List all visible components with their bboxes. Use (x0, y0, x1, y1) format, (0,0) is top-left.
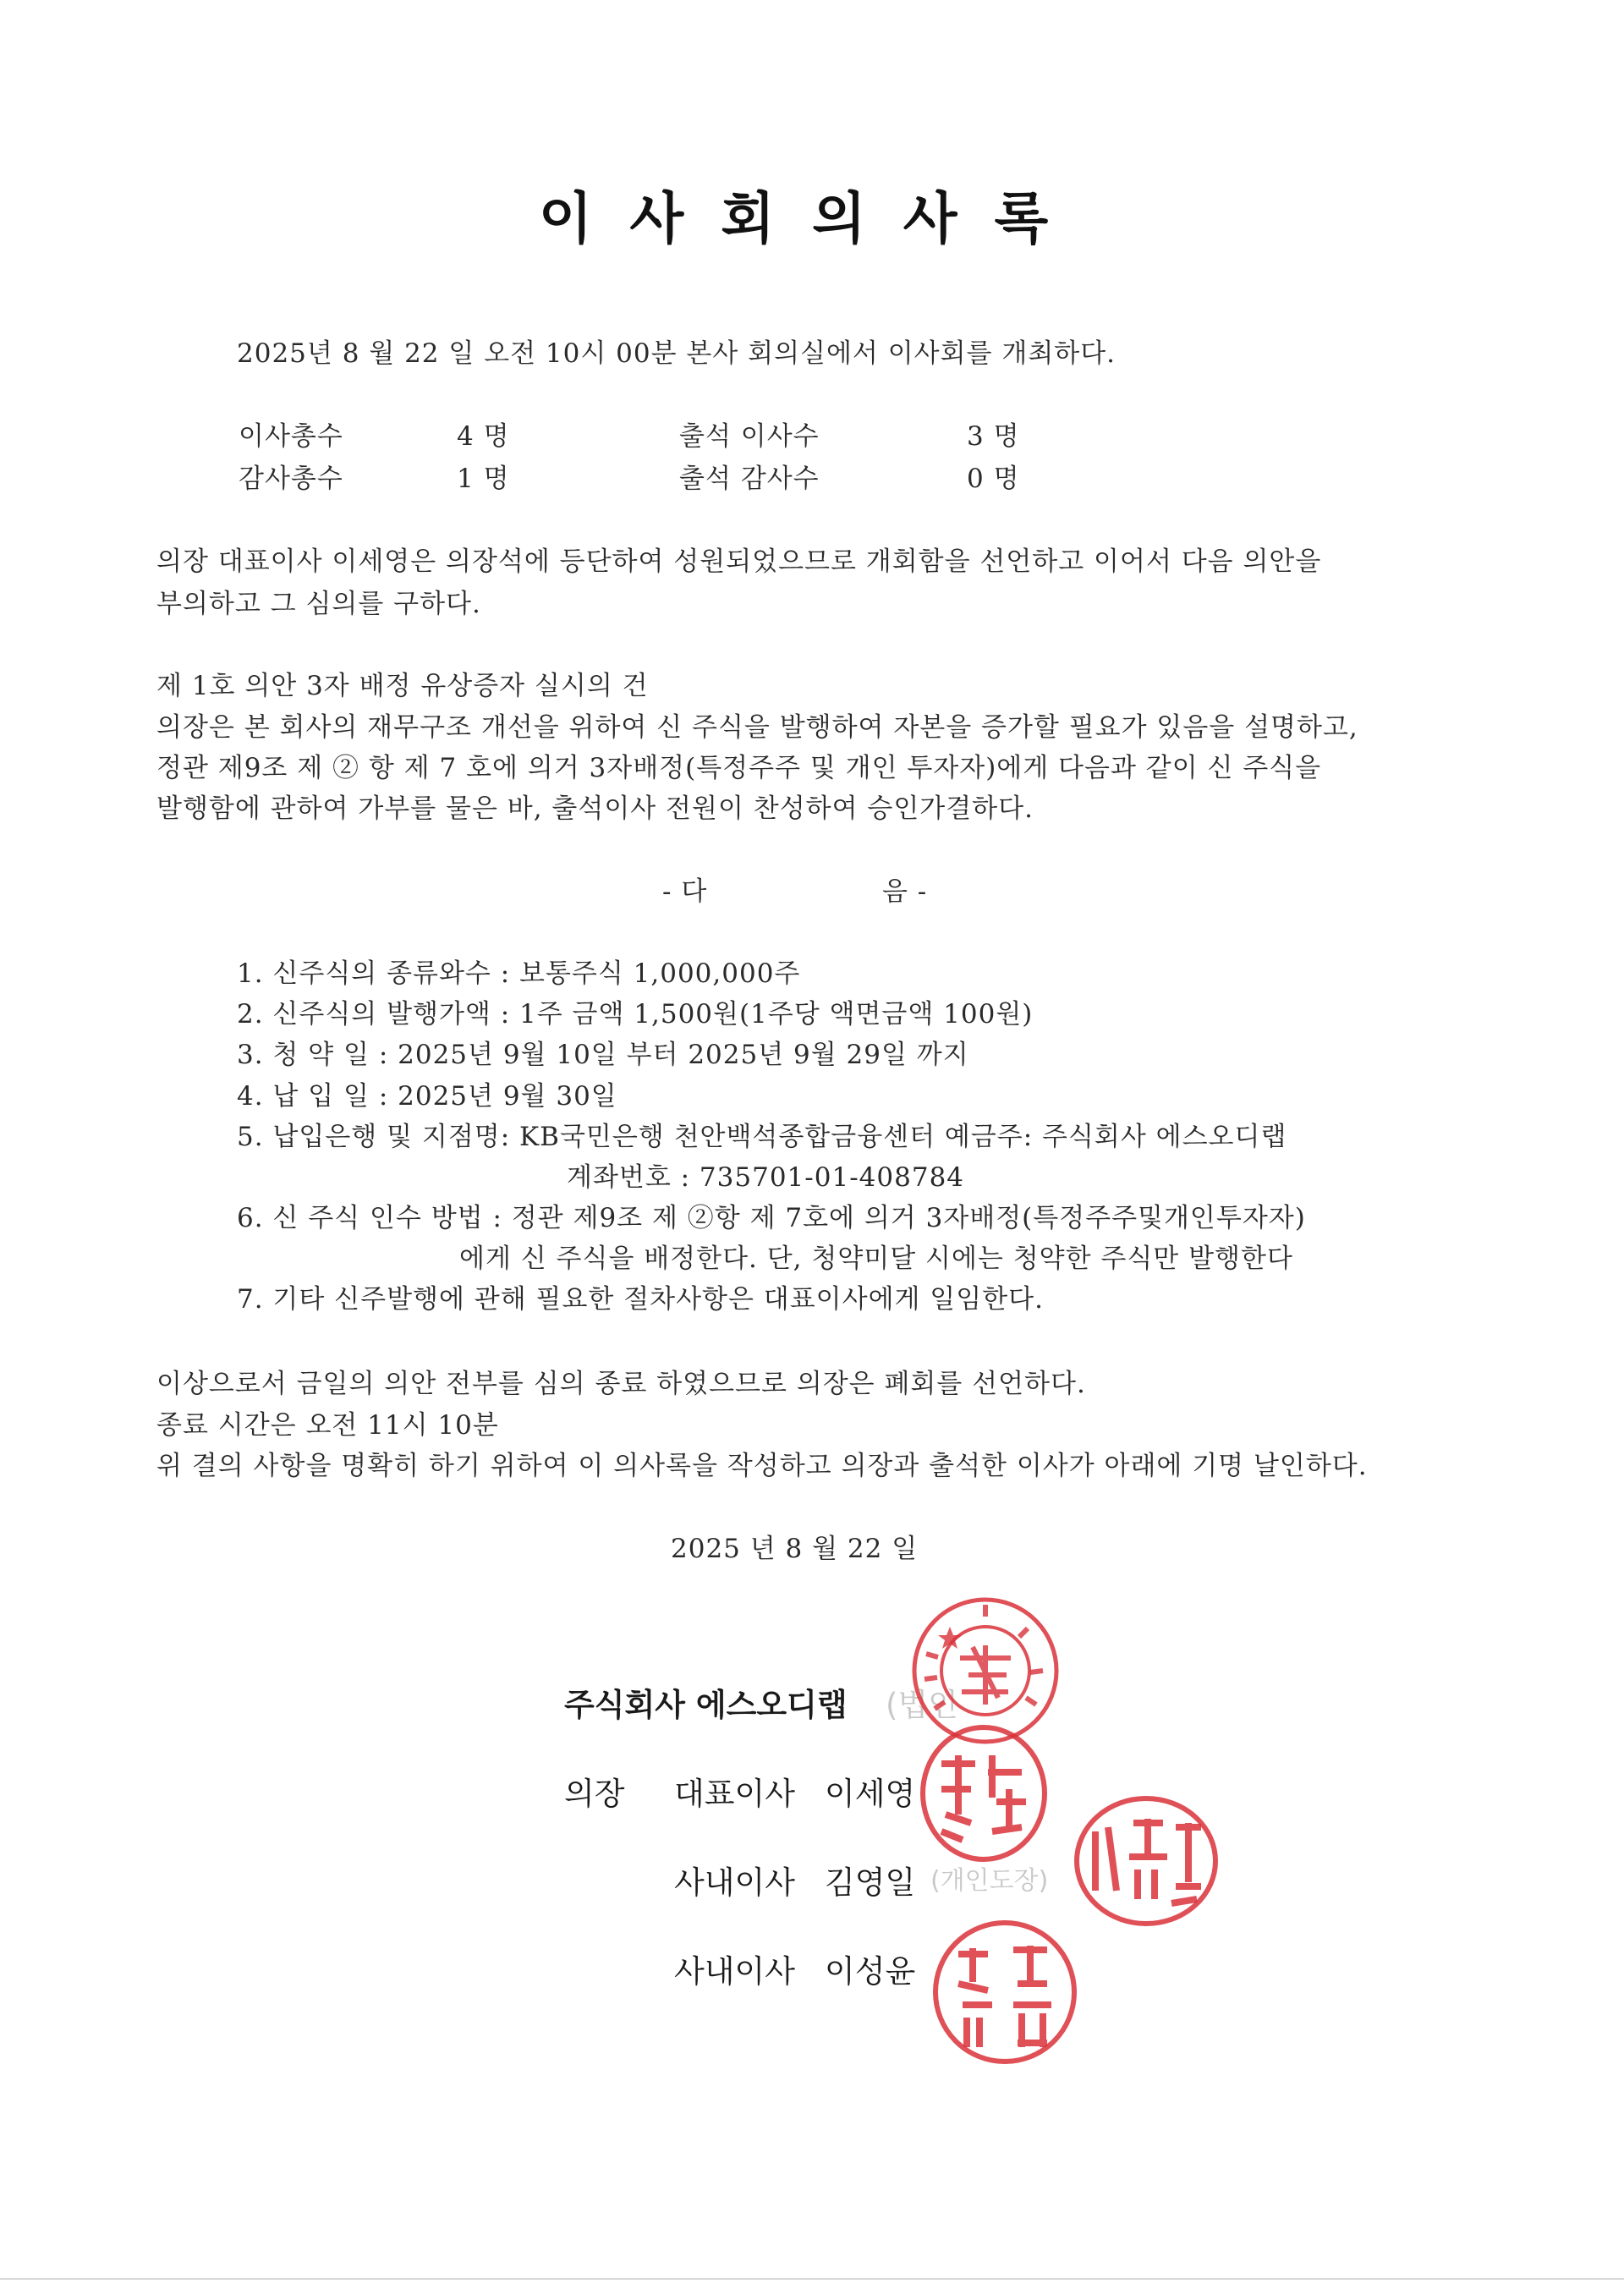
director-2-seal-stamp (929, 1916, 1081, 2068)
company-seal-note: (법인 (886, 1687, 958, 1723)
director-2-name: 이성윤 (825, 1953, 916, 1990)
representative-seal-stamp (916, 1721, 1051, 1865)
document-title: 이사회의사록 (538, 186, 1086, 251)
director-2-title: 사내이사 (674, 1953, 795, 1990)
list-heading-right: 음 - (882, 876, 928, 907)
director-1-seal-stamp (1070, 1793, 1222, 1929)
list-item: 1. 신주식의 종류와수 : 보통주식 1,000,000주 (237, 958, 801, 989)
director-1-title: 사내이사 (674, 1864, 795, 1901)
list-item-continuation: 계좌번호 : 735701-01-408784 (567, 1162, 965, 1193)
representative-name: 이세영 (825, 1776, 916, 1812)
representative-title: 대표이사 (674, 1776, 795, 1812)
chair-paragraph-line: 부의하고 그 심의를 구하다. (156, 589, 481, 619)
agenda-paragraph-line: 의장은 본 회사의 재무구조 개선을 위하여 신 주식을 발행하여 자본을 증가할 필요가 있음을 설명하고, (156, 712, 1358, 743)
closing-line: 이상으로서 금일의 의안 전부를 심의 종료 하였으므로 의장은 폐회를 선언하다. (156, 1369, 1086, 1399)
list-item: 5. 납입은행 및 지점명: KB국민은행 천안백석종합금융센터 예금주: 주식회사 에스오디랩 (237, 1122, 1287, 1152)
list-item: 3. 청 약 일 : 2025년 9월 10일 부터 2025년 9월 29일 까지 (237, 1040, 969, 1070)
agenda-paragraph-line: 정관 제9조 제 ② 항 제 7 호에 의거 3자배정(특정주주 및 개인 투자자)에게 다음과 같이 신 주식을 (156, 753, 1322, 783)
list-heading-left: - 다 (662, 876, 708, 907)
auditors-total-label: 감사총수 (239, 464, 343, 494)
closing-line: 위 결의 사항을 명확히 하기 위하여 이 의사록을 작성하고 의장과 출석한 이사가 아래에 기명 날인하다. (156, 1451, 1368, 1481)
chair-paragraph-line: 의장 대표이사 이세영은 의장석에 등단하여 성원되었으므로 개회함을 선언하고 이어서 다음 의안을 (156, 546, 1322, 577)
agenda-title: 제 1호 의안 3자 배정 유상증자 실시의 건 (156, 671, 649, 701)
chair-label: 의장 (564, 1776, 625, 1812)
opening-statement: 2025년 8 월 22 일 오전 10시 00분 본사 회의실에서 이사회를 개최하다. (237, 338, 1116, 369)
director-1-name: 김영일 (825, 1864, 916, 1901)
auditors-total-value: 1 명 (457, 464, 510, 494)
directors-present-value: 3 명 (967, 421, 1020, 452)
list-item: 4. 납 입 일 : 2025년 9월 30일 (237, 1081, 617, 1112)
agenda-paragraph-line: 발행함에 관하여 가부를 물은 바, 출석이사 전원이 찬성하여 승인가결하다. (156, 793, 1034, 824)
directors-present-label: 출석 이사수 (679, 421, 820, 452)
auditors-present-value: 0 명 (967, 464, 1020, 494)
auditors-present-label: 출석 감사수 (679, 464, 820, 494)
directors-total-value: 4 명 (457, 421, 510, 452)
page-bottom-rule (0, 2278, 1624, 2280)
director-1-seal-note: (개인도장) (930, 1866, 1049, 1896)
list-item: 6. 신 주식 인수 방법 : 정관 제9조 제 ②항 제 7호에 의거 3자배정(특정주주및개인투자자) (237, 1203, 1306, 1233)
directors-total-label: 이사총수 (239, 421, 343, 452)
list-item-continuation: 에게 신 주식을 배정한다. 단, 청약미달 시에는 청약한 주식만 발행한다 (459, 1244, 1293, 1274)
list-item: 2. 신주식의 발행가액 : 1주 금액 1,500원(1주당 액면금액 100원) (237, 999, 1034, 1029)
closing-line: 종료 시간은 오전 11시 10분 (156, 1410, 499, 1441)
list-item: 7. 기타 신주발행에 관해 필요한 절차사항은 대표이사에게 일임한다. (237, 1284, 1044, 1315)
company-name: 주식회사 에스오디랩 (564, 1687, 848, 1723)
document-date: 2025 년 8 월 22 일 (671, 1534, 919, 1564)
